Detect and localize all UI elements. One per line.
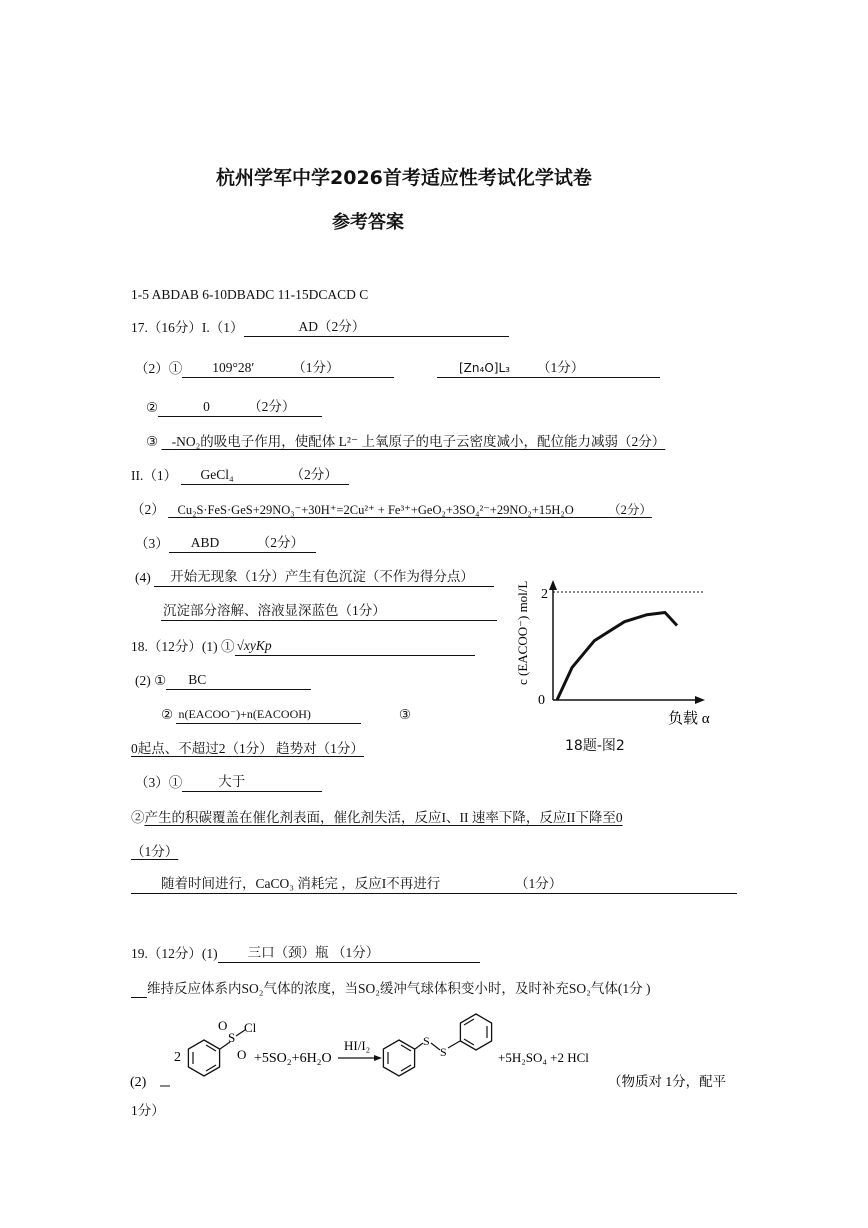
q18-line1 [131,638,475,656]
q18-answer-3b: 产生的积碳覆盖在催化剂表面，催化剂失活，反应I、II 速率下降，反应II下降至0 [144,810,623,825]
q18-answer-2: BC [166,673,311,690]
scoring-note-end: 1分） [131,1103,165,1118]
q17-answer-2-2: [Zn₄O]L₃ （1分） [437,361,660,378]
q17-head: 17.（16分）I.（1） [131,320,244,335]
q18-line5 [135,774,322,792]
oxygen-label-1: O [218,1018,228,1033]
benzene-ring-1 [188,1040,219,1076]
q18-part2-label: (2) ① [135,673,167,688]
benzene-ring-3 [460,1014,491,1050]
q17-line1 [131,319,509,337]
q18-answer-2c: 0起点、不超过2（1分） 趋势对（1分） [131,741,364,756]
q18-part3-label: （3）① [135,775,183,790]
q17-II-part2-label: （2） [131,502,165,517]
q17-part2b-label: ② [146,400,159,415]
q17-answer-2b: 0 （2分） [158,400,322,417]
q18-line6 [131,809,623,827]
q18-part3b-label: ② [131,810,145,825]
figure-caption: 18题-图2 [565,738,625,754]
scoring-note: （物质对 1分，配平 [608,1074,727,1089]
page-subtitle: 参考答案 [332,212,404,233]
c-s-bond-2 [415,1043,423,1049]
q17-II-answer-2: Cu₂S·FeS·GeS+29NO₃⁻+30H⁺=2Cu²⁺ + Fe³⁺+GeO₂+3SO₄²⁻+29NO₂+15H₂O （2分） [177,503,652,517]
q18-line4 [131,740,364,758]
products: +5H₂SO₄ +2 HCl [498,1050,589,1065]
q18-part2c-label: ③ [398,707,411,722]
q17-II-answer-3: ABD （2分） [169,536,316,553]
q17-part2-label: （2）① [135,361,183,376]
q19-answer-1: 三口（颈）瓶 （1分） [218,946,480,963]
q18-line3 [161,706,411,724]
y-tick-0: 0 [538,693,545,708]
q18-answer-3c: 随着时间进行，CaCO₃ 消耗完 ，反应I不再进行 （1分） [131,877,737,894]
arrow-label: HI/I₂ [344,1038,371,1053]
q19-line1 [131,945,480,963]
q17-II-line3 [135,535,316,553]
q17-II-head: II.（1） [131,468,178,483]
oxygen-label-2: O [237,1047,247,1062]
s-c-bond [448,1041,460,1048]
q19-blank-prefix [131,981,147,998]
q17-line2 [135,360,394,378]
reagents: +5SO₂+6H₂O [254,1051,332,1066]
q18-line2 [135,672,311,690]
q17-II-part3-label: （3） [135,536,169,551]
q17-line3 [146,399,322,417]
q18-part2b-label: ② [161,707,174,722]
q17-part3-label: ③ [146,434,159,449]
reaction-scheme [130,1010,740,1095]
q17-II-line5 [161,603,497,621]
q17-II-line4 [135,569,494,587]
q17-line4 [146,433,731,451]
sulfur-label-1: S [423,1034,430,1048]
q19-part2-label: (2) [130,1075,147,1090]
reaction-arrow-head [374,1055,382,1061]
benzene-ring-2 [383,1040,414,1076]
q18-answer-3b-score: （1分） [131,844,179,859]
q18-head: 18.（12分）(1) ① [131,639,235,654]
page-title: 杭州学军中学2026首考适应性考试化学试卷 [216,167,592,189]
q17-II-line1 [131,467,349,485]
q17-answer-3: -NO₂的吸电子作用，使配体 L²⁻ 上氧原子的电子云密度减小，配位能力减弱（2分） [171,434,666,449]
q19-answer-1b: 维持反应体系内SO₂气体的浓度，当SO₂缓冲气球体积变小时，及时补充SO₂气体(1分 ) [147,981,651,996]
sulfur-label-2: S [440,1045,447,1059]
s-s-bond [431,1043,440,1050]
y-tick-2: 2 [541,587,548,602]
figure-18-2 [505,560,735,760]
x-axis-arrow [695,696,705,704]
sulfur-label: S [228,1030,236,1045]
x-axis-label: 负载 α [668,711,710,727]
q18-line7 [131,843,178,861]
q17-II-part4-label: (4) [135,570,151,585]
q17-line2b [437,360,660,378]
q19-head: 19.（12分）(1) [131,946,218,961]
q17-answer-1: AD（2分） [244,320,509,337]
q17-II-answer-1: GeCl₄ （2分） [181,468,349,485]
q17-II-line2 [131,501,736,519]
q19-line2 [131,980,651,998]
q18-answer-2b: n(EACOO⁻)+n(EACOOH) [176,707,361,724]
y-axis-arrow [549,580,557,590]
coefficient: 2 [174,1050,181,1065]
q17-II-answer-4a: 开始无现象（1分）产生有色沉淀（不作为得分点） [154,570,494,587]
series-line [557,613,677,701]
q18-answer-1: √xyKp [235,639,475,656]
y-axis-label: c (EACOO⁻) mol/L [515,580,530,685]
q17-II-answer-4b: 沉淀部分溶解、溶液显深蓝色（1分） [161,604,497,621]
chlorine-label: Cl [244,1020,257,1035]
q18-line8 [131,876,737,894]
mc-answers: 1-5 ABDAB 6-10DBADC 11-15DCACD C [131,287,369,302]
q18-answer-3: 大于 [182,775,322,792]
q17-answer-2-1: 109°28′ （1分） [182,361,394,378]
